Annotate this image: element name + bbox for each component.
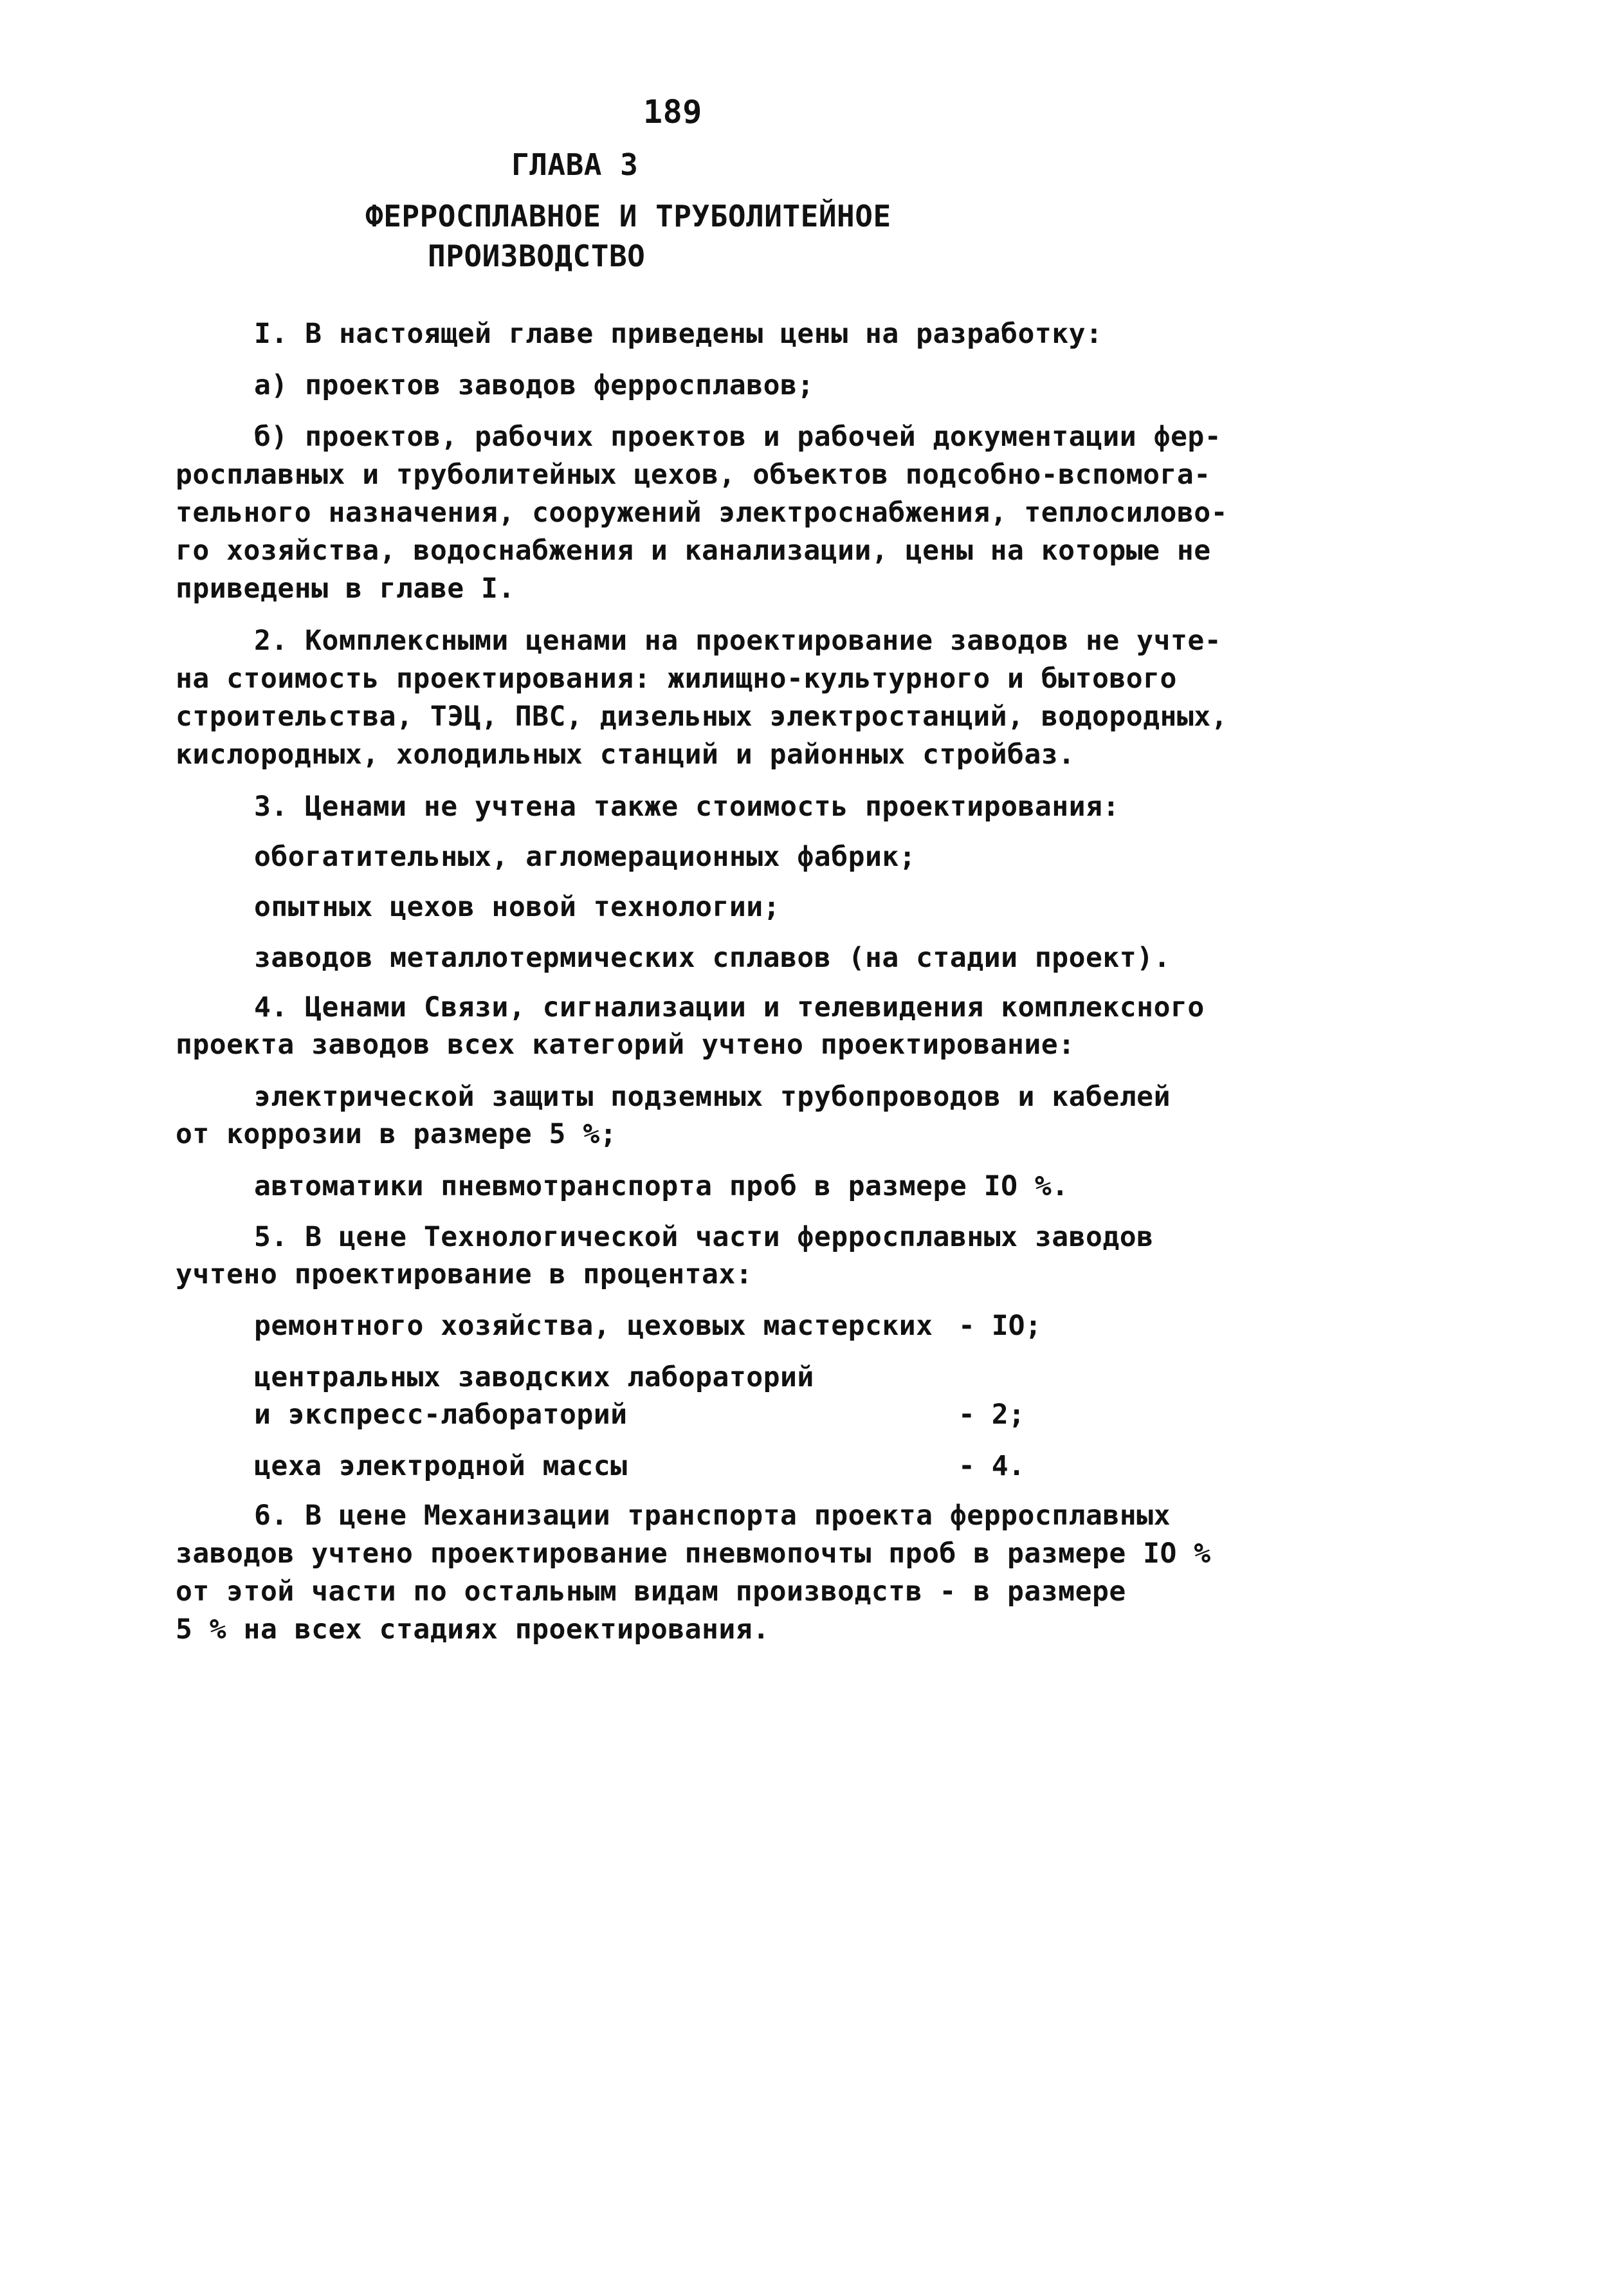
section-1-item-a: а) проектов заводов ферросплавов; [254,369,814,401]
section-5-row-value: - IO; [958,1310,1042,1342]
page-number: 189 [643,93,702,131]
section-1-item-b-line: приведены в главе I. [176,573,515,605]
section-3-intro: 3. Ценами не учтена также стоимость проектирования: [254,791,1120,823]
chapter-subtitle-line-1: ФЕРРОСПЛАВНОЕ И ТРУБОЛИТЕЙНОЕ [365,199,891,234]
section-4-line: 4. Ценами Связи, сигнализации и телевидения комплексного [254,991,1205,1023]
section-6-line: от этой части по остальным видам производств - в размере [176,1575,1126,1608]
section-6-line: 6. В цене Механизации транспорта проекта ферросплавных [254,1500,1171,1532]
section-5-line: учтено проектирование в процентах: [176,1258,753,1290]
section-4-line: проекта заводов всех категорий учтено проектирование: [176,1029,1075,1061]
section-5-row-label: ремонтного хозяйства, цеховых мастерских [254,1310,933,1342]
section-3-item: опытных цехов новой технологии; [254,891,781,923]
section-3-item: заводов металлотермических сплавов (на стадии проект). [254,942,1171,974]
section-2-line: кислородных, холодильных станций и районных стройбаз. [176,739,1075,771]
section-4-item-2: автоматики пневмотранспорта проб в размере IO %. [254,1170,1069,1202]
section-5-row-value: - 2; [958,1399,1025,1431]
section-6-line: заводов учтено проектирование пневмопочты проб в размере IO % [176,1537,1211,1570]
section-4-item-1-line: электрической защиты подземных трубопроводов и кабелей [254,1081,1171,1113]
section-1-item-b-line: росплавных и труболитейных цехов, объектов подсобно-вспомога- [176,459,1211,491]
section-4-item-1-line: от коррозии в размере 5 %; [176,1118,617,1150]
section-1-item-b-line: б) проектов, рабочих проектов и рабочей документации фер- [254,421,1222,453]
chapter-title: ГЛАВА 3 [511,147,639,182]
section-1-item-b-line: го хозяйства, водоснабжения и канализации, цены на которые не [176,535,1211,567]
section-6-line: 5 % на всех стадиях проектирования. [176,1613,770,1646]
section-5-row-label: цеха электродной массы [254,1450,628,1482]
section-2-line: на стоимость проектирования: жилищно-культурного и бытового [176,663,1177,695]
section-5-line: 5. В цене Технологической части ферросплавных заводов [254,1221,1154,1253]
section-3-item: обогатительных, агломерационных фабрик; [254,841,917,873]
section-5-row-label: центральных заводских лабораторий [254,1361,814,1393]
section-1-item-b-line: тельного назначения, сооружений электроснабжения, теплосилово- [176,497,1228,529]
section-5-row-value: - 4. [958,1450,1025,1482]
section-1-intro: I. В настоящей главе приведены цены на разработку: [254,318,1103,350]
section-2-line: 2. Комплексными ценами на проектирование заводов не учте- [254,625,1222,657]
section-2-line: строительства, ТЭЦ, ПВС, дизельных электростанций, водородных, [176,701,1228,733]
section-5-row-label: и экспресс-лабораторий [254,1399,628,1431]
chapter-subtitle-line-2: ПРОИЗВОДСТВО [428,239,646,273]
